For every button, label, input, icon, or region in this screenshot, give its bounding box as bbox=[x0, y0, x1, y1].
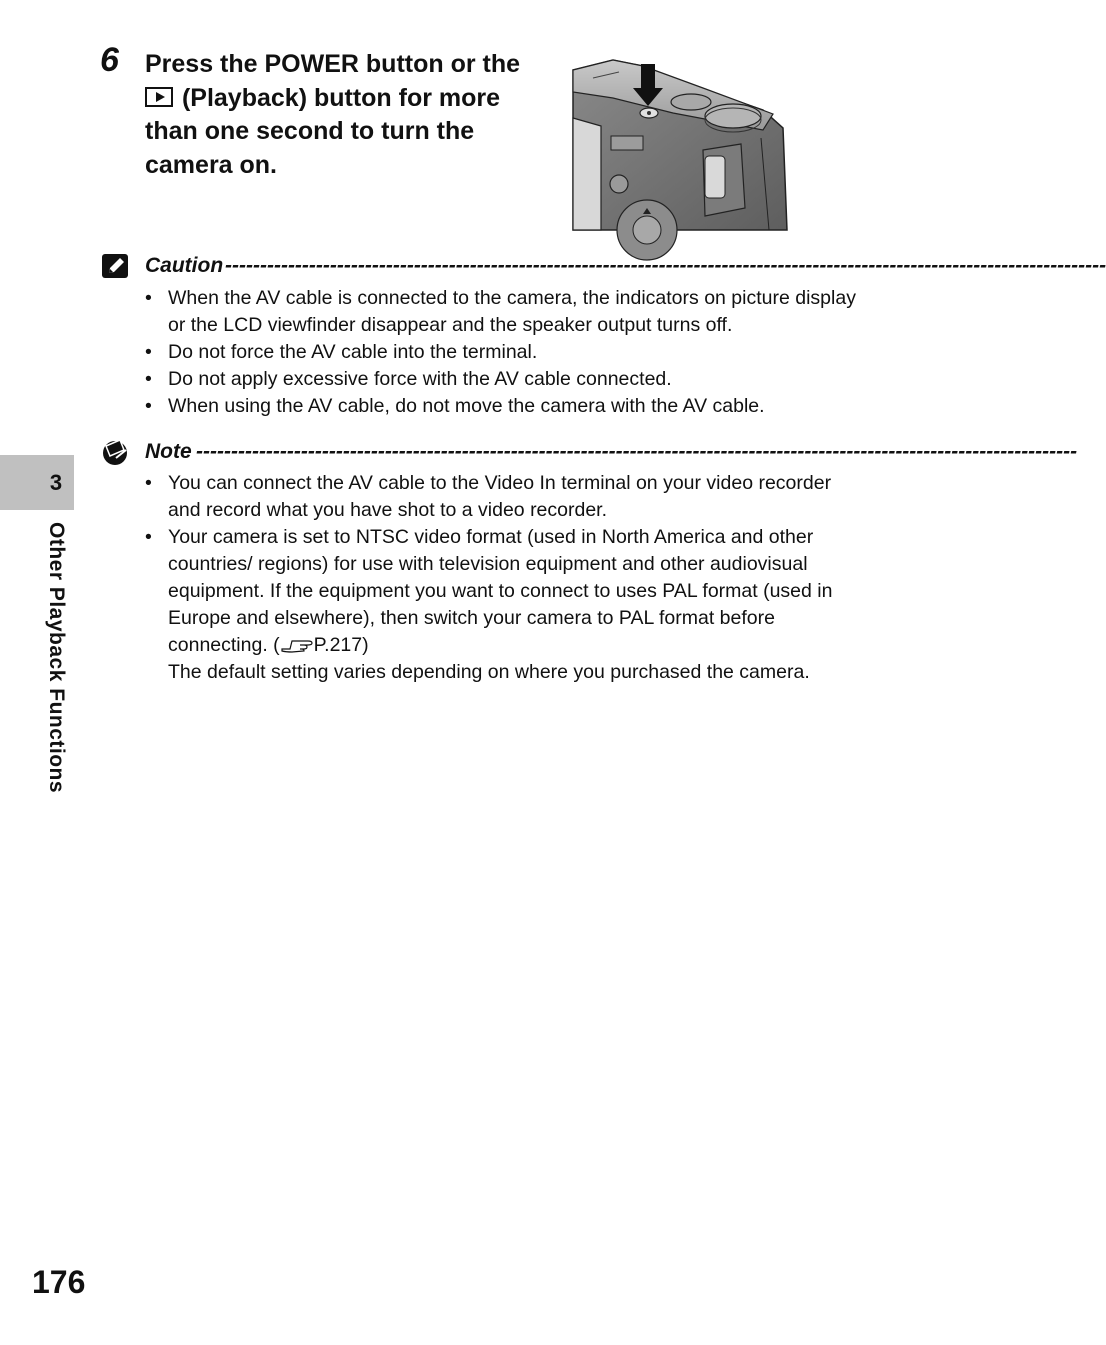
caution-rule: ------------------------------------------------------------------------------------------------------------------------------ bbox=[225, 254, 1106, 277]
step-line-3: than one second to turn the bbox=[145, 117, 475, 145]
camera-illustration bbox=[573, 58, 789, 230]
pencil-icon bbox=[100, 252, 132, 280]
step-line-2 bbox=[145, 82, 565, 116]
chapter-number: 3 bbox=[49, 470, 63, 495]
playback-icon bbox=[145, 87, 173, 107]
note-item-ref: P.217) bbox=[313, 634, 369, 656]
step-instruction bbox=[145, 48, 565, 182]
caution-title: Caution bbox=[145, 254, 224, 277]
note-item-text: Your camera is set to NTSC video format (used in North America and other countries/ regions) for use with television equipment and other audiovisual equipment. If the equipment you want to connect to uses PAL format (used in Europe and elsewhere), then switch your camera to PAL format before connecting. ( bbox=[168, 526, 833, 656]
caution-heading bbox=[100, 251, 1106, 281]
note-item: • You can connect the AV cable to the Video In terminal on your video recorder and record what you have shot to a video recorder. bbox=[145, 470, 857, 524]
caution-list bbox=[145, 285, 857, 420]
caution-item: • Do not force the AV cable into the terminal. bbox=[145, 339, 857, 366]
page-number: 176 bbox=[32, 1264, 86, 1300]
pointing-hand-icon bbox=[280, 635, 314, 653]
note-title: Note bbox=[145, 440, 192, 463]
step-line-4: camera on. bbox=[145, 150, 278, 179]
step-number: 6 bbox=[100, 41, 119, 79]
chapter-title: Other Playback Functions bbox=[45, 522, 68, 794]
note-item-line2: The default setting varies depending on where you purchased the camera. bbox=[168, 661, 810, 683]
step-line-2-text: (Playback) button for more bbox=[181, 83, 501, 112]
note-item bbox=[145, 524, 857, 686]
note-rule: ------------------------------------------------------------------------------------------------------------------------------ bbox=[196, 440, 1078, 463]
step-line-1: Press the POWER button or the bbox=[145, 50, 521, 78]
caution-item: • Do not apply excessive force with the AV cable connected. bbox=[145, 366, 857, 393]
note-heading bbox=[100, 437, 1078, 467]
note-icon bbox=[100, 438, 132, 466]
note-list bbox=[145, 470, 857, 686]
caution-item: • When the AV cable is connected to the camera, the indicators on picture display or the LCD viewfinder disappear and the speaker output turns off. bbox=[145, 285, 857, 339]
caution-item: • When using the AV cable, do not move the camera with the AV cable. bbox=[145, 393, 857, 420]
